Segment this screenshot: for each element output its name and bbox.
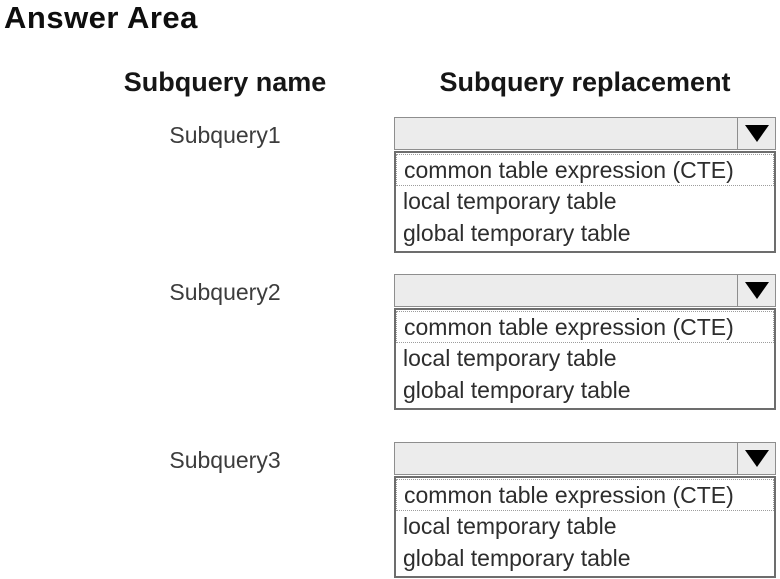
chevron-down-icon (745, 450, 769, 467)
dropdown-option-global-temp-table[interactable]: global temporary table (403, 545, 631, 571)
dropdown-arrow-button[interactable] (737, 275, 775, 306)
row-label-subquery3: Subquery3 (169, 447, 281, 473)
dropdown-selected-value (395, 275, 737, 306)
dropdown-arrow-button[interactable] (737, 443, 775, 474)
dropdown-option-cte[interactable]: common table expression (CTE) (396, 479, 774, 511)
dropdown-options-list-subquery2 (394, 308, 776, 410)
dropdown-options-list-subquery1 (394, 151, 776, 253)
row-label-subquery2: Subquery2 (169, 279, 281, 305)
column-header-subquery-replacement: Subquery replacement (439, 67, 731, 97)
dropdown-option-local-temp-table[interactable]: local temporary table (403, 188, 617, 214)
row-label-subquery1: Subquery1 (169, 122, 281, 148)
dropdown-option-global-temp-table[interactable]: global temporary table (403, 220, 631, 246)
dropdown-option-global-temp-table[interactable]: global temporary table (403, 377, 631, 403)
dropdown-option-cte[interactable]: common table expression (CTE) (396, 154, 774, 186)
dropdown-arrow-button[interactable] (737, 118, 775, 149)
dropdown-option-local-temp-table[interactable]: local temporary table (403, 513, 617, 539)
dropdown-subquery3[interactable] (394, 442, 776, 475)
chevron-down-icon (745, 282, 769, 299)
dropdown-subquery2[interactable] (394, 274, 776, 307)
dropdown-option-local-temp-table[interactable]: local temporary table (403, 345, 617, 371)
column-header-subquery-name: Subquery name (123, 67, 327, 97)
dropdown-selected-value (395, 443, 737, 474)
page-title: Answer Area (4, 0, 198, 35)
dropdown-selected-value (395, 118, 737, 149)
chevron-down-icon (745, 125, 769, 142)
dropdown-options-list-subquery3 (394, 476, 776, 578)
dropdown-subquery1[interactable] (394, 117, 776, 150)
dropdown-option-cte[interactable]: common table expression (CTE) (396, 311, 774, 343)
